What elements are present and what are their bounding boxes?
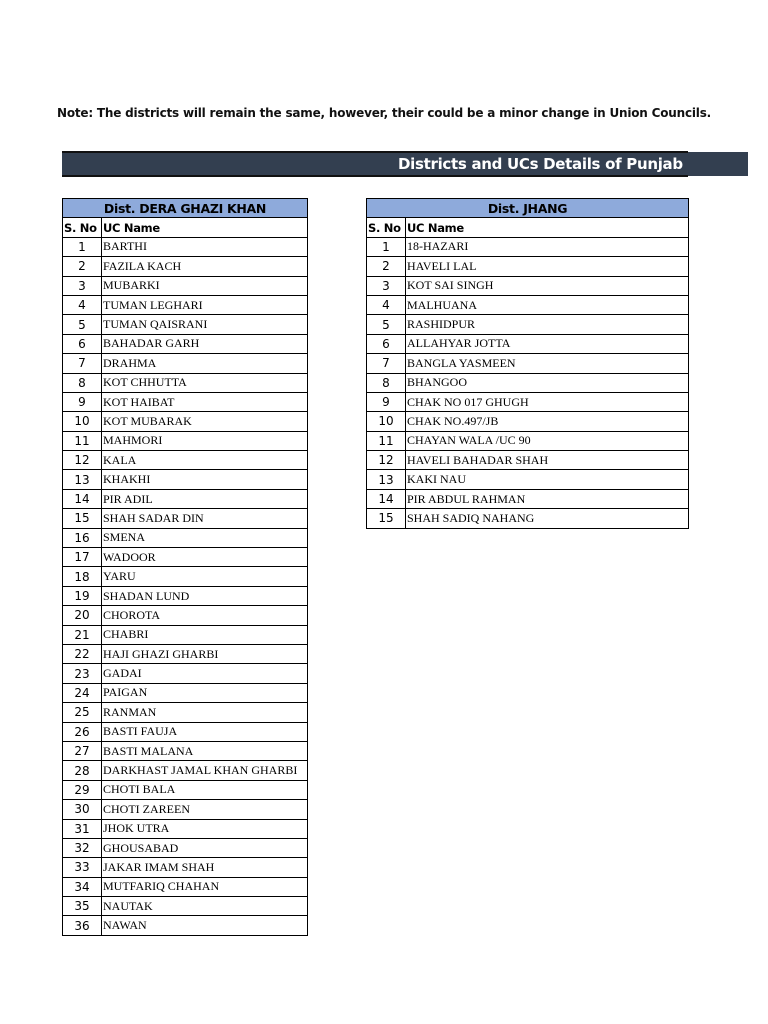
- table-row: [63, 373, 308, 392]
- uc-name-cell: CHAK NO.497/JB: [406, 412, 689, 431]
- serial-number-cell: 18: [63, 567, 102, 586]
- table-row: [63, 276, 308, 295]
- uc-name-cell: CHOTI BALA: [102, 780, 308, 799]
- uc-name-cell: DRAHMA: [102, 354, 308, 373]
- uc-name-cell: MUTFARIQ CHAHAN: [102, 877, 308, 896]
- table-row: [63, 819, 308, 838]
- table-row: [63, 431, 308, 450]
- table-row: [63, 548, 308, 567]
- uc-name-cell: SMENA: [102, 528, 308, 547]
- district-table-dera-ghazi-khan: [62, 198, 308, 936]
- serial-number-cell: 15: [63, 509, 102, 528]
- table-row: [63, 451, 308, 470]
- uc-name-cell: PAIGAN: [102, 683, 308, 702]
- table-row: [63, 683, 308, 702]
- uc-name-cell: FAZILA KACH: [102, 257, 308, 276]
- serial-number-cell: 9: [63, 392, 102, 411]
- uc-name-cell: MAHMORI: [102, 431, 308, 450]
- table-row: [63, 412, 308, 431]
- table-row: [367, 315, 689, 334]
- uc-name-cell: JHOK UTRA: [102, 819, 308, 838]
- table-row: [63, 392, 308, 411]
- serial-number-cell: 11: [367, 431, 406, 450]
- uc-name-cell: CHAYAN WALA /UC 90: [406, 431, 689, 450]
- serial-number-cell: 1: [63, 237, 102, 256]
- table-row: [367, 295, 689, 314]
- table-row: [367, 237, 689, 256]
- serial-number-cell: 19: [63, 586, 102, 605]
- serial-number-cell: 5: [367, 315, 406, 334]
- table-row: [63, 315, 308, 334]
- table-row: [63, 877, 308, 896]
- serial-number-cell: 22: [63, 644, 102, 663]
- uc-name-cell: CHAK NO 017 GHUGH: [406, 392, 689, 411]
- uc-name-cell: HAJI GHAZI GHARBI: [102, 644, 308, 663]
- serial-number-cell: 14: [63, 489, 102, 508]
- uc-name-cell: GADAI: [102, 664, 308, 683]
- serial-number-cell: 24: [63, 683, 102, 702]
- column-header-sno: S. No: [63, 218, 102, 237]
- uc-name-cell: WADOOR: [102, 548, 308, 567]
- serial-number-cell: 2: [63, 257, 102, 276]
- serial-number-cell: 2: [367, 257, 406, 276]
- district-header: Dist. JHANG: [367, 199, 689, 218]
- column-header-uc-name: UC Name: [406, 218, 689, 237]
- uc-name-cell: PIR ADIL: [102, 489, 308, 508]
- uc-name-cell: BASTI FAUJA: [102, 722, 308, 741]
- uc-name-cell: ALLAHYAR JOTTA: [406, 334, 689, 353]
- serial-number-cell: 33: [63, 858, 102, 877]
- serial-number-cell: 32: [63, 838, 102, 857]
- serial-number-cell: 3: [63, 276, 102, 295]
- table-row: [367, 334, 689, 353]
- table-row: [63, 644, 308, 663]
- table-row: [63, 334, 308, 353]
- serial-number-cell: 21: [63, 625, 102, 644]
- table-row: [367, 489, 689, 508]
- uc-name-cell: KALA: [102, 451, 308, 470]
- uc-name-cell: MUBARKI: [102, 276, 308, 295]
- column-header-uc-name: UC Name: [102, 218, 308, 237]
- table-row: [63, 838, 308, 857]
- table-row: [63, 897, 308, 916]
- serial-number-cell: 4: [63, 295, 102, 314]
- district-table-jhang: [366, 198, 689, 529]
- table-row: [63, 237, 308, 256]
- serial-number-cell: 6: [63, 334, 102, 353]
- serial-number-cell: 11: [63, 431, 102, 450]
- uc-name-cell: TUMAN LEGHARI: [102, 295, 308, 314]
- table-row: [63, 295, 308, 314]
- table-row: [63, 916, 308, 935]
- serial-number-cell: 20: [63, 606, 102, 625]
- table-row: [367, 354, 689, 373]
- uc-name-cell: KAKI NAU: [406, 470, 689, 489]
- uc-name-cell: MALHUANA: [406, 295, 689, 314]
- table-row: [367, 509, 689, 528]
- uc-name-cell: SHAH SADAR DIN: [102, 509, 308, 528]
- serial-number-cell: 28: [63, 761, 102, 780]
- uc-name-cell: BANGLA YASMEEN: [406, 354, 689, 373]
- uc-name-cell: KOT MUBARAK: [102, 412, 308, 431]
- uc-name-cell: CHOTI ZAREEN: [102, 800, 308, 819]
- table-row: [63, 800, 308, 819]
- uc-name-cell: BHANGOO: [406, 373, 689, 392]
- table-row: [63, 586, 308, 605]
- serial-number-cell: 13: [367, 470, 406, 489]
- serial-number-cell: 10: [367, 412, 406, 431]
- serial-number-cell: 12: [63, 451, 102, 470]
- table-row: [63, 780, 308, 799]
- serial-number-cell: 12: [367, 451, 406, 470]
- table-row: [63, 606, 308, 625]
- uc-name-cell: KHAKHI: [102, 470, 308, 489]
- serial-number-cell: 30: [63, 800, 102, 819]
- uc-name-cell: NAWAN: [102, 916, 308, 935]
- uc-name-cell: KOT HAIBAT: [102, 392, 308, 411]
- title-banner-extension: [688, 152, 748, 176]
- serial-number-cell: 5: [63, 315, 102, 334]
- serial-number-cell: 13: [63, 470, 102, 489]
- table-row: [63, 625, 308, 644]
- table-row: [63, 354, 308, 373]
- serial-number-cell: 8: [367, 373, 406, 392]
- uc-name-cell: PIR ABDUL RAHMAN: [406, 489, 689, 508]
- serial-number-cell: 4: [367, 295, 406, 314]
- serial-number-cell: 7: [63, 354, 102, 373]
- uc-name-cell: RANMAN: [102, 703, 308, 722]
- table-row: [367, 276, 689, 295]
- serial-number-cell: 14: [367, 489, 406, 508]
- uc-name-cell: RASHIDPUR: [406, 315, 689, 334]
- table-row: [63, 567, 308, 586]
- serial-number-cell: 31: [63, 819, 102, 838]
- table-row: [63, 528, 308, 547]
- note-text: Note: The districts will remain the same, however, their could be a minor change in Union Councils.: [56, 106, 711, 120]
- uc-name-cell: KOT SAI SINGH: [406, 276, 689, 295]
- serial-number-cell: 23: [63, 664, 102, 683]
- uc-name-cell: KOT CHHUTTA: [102, 373, 308, 392]
- uc-name-cell: DARKHAST JAMAL KHAN GHARBI: [102, 761, 308, 780]
- serial-number-cell: 6: [367, 334, 406, 353]
- serial-number-cell: 3: [367, 276, 406, 295]
- table-row: [367, 412, 689, 431]
- column-header-sno: S. No: [367, 218, 406, 237]
- serial-number-cell: 34: [63, 877, 102, 896]
- table-row: [63, 703, 308, 722]
- uc-name-cell: YARU: [102, 567, 308, 586]
- table-row: [63, 470, 308, 489]
- serial-number-cell: 36: [63, 916, 102, 935]
- serial-number-cell: 15: [367, 509, 406, 528]
- table-row: [63, 761, 308, 780]
- uc-name-cell: HAVELI LAL: [406, 257, 689, 276]
- uc-name-cell: GHOUSABAD: [102, 838, 308, 857]
- uc-name-cell: JAKAR IMAM SHAH: [102, 858, 308, 877]
- table-row: [367, 470, 689, 489]
- serial-number-cell: 1: [367, 237, 406, 256]
- serial-number-cell: 27: [63, 741, 102, 760]
- district-header: Dist. DERA GHAZI KHAN: [63, 199, 308, 218]
- table-row: [367, 451, 689, 470]
- uc-name-cell: TUMAN QAISRANI: [102, 315, 308, 334]
- table-row: [63, 509, 308, 528]
- table-row: [63, 741, 308, 760]
- table-row: [367, 431, 689, 450]
- serial-number-cell: 8: [63, 373, 102, 392]
- serial-number-cell: 7: [367, 354, 406, 373]
- uc-name-cell: HAVELI BAHADAR SHAH: [406, 451, 689, 470]
- serial-number-cell: 29: [63, 780, 102, 799]
- serial-number-cell: 17: [63, 548, 102, 567]
- uc-name-cell: 18-HAZARI: [406, 237, 689, 256]
- table-row: [63, 489, 308, 508]
- uc-name-cell: NAUTAK: [102, 897, 308, 916]
- table-row: [367, 257, 689, 276]
- serial-number-cell: 16: [63, 528, 102, 547]
- uc-name-cell: BARTHI: [102, 237, 308, 256]
- serial-number-cell: 25: [63, 703, 102, 722]
- table-row: [63, 858, 308, 877]
- serial-number-cell: 26: [63, 722, 102, 741]
- uc-name-cell: SHADAN LUND: [102, 586, 308, 605]
- table-row: [367, 373, 689, 392]
- table-row: [367, 392, 689, 411]
- serial-number-cell: 9: [367, 392, 406, 411]
- uc-name-cell: BASTI MALANA: [102, 741, 308, 760]
- table-row: [63, 722, 308, 741]
- table-row: [63, 257, 308, 276]
- uc-name-cell: SHAH SADIQ NAHANG: [406, 509, 689, 528]
- uc-name-cell: CHABRI: [102, 625, 308, 644]
- uc-name-cell: BAHADAR GARH: [102, 334, 308, 353]
- page-title: Districts and UCs Details of Punjab: [398, 155, 683, 173]
- serial-number-cell: 10: [63, 412, 102, 431]
- uc-name-cell: CHOROTA: [102, 606, 308, 625]
- table-row: [63, 664, 308, 683]
- serial-number-cell: 35: [63, 897, 102, 916]
